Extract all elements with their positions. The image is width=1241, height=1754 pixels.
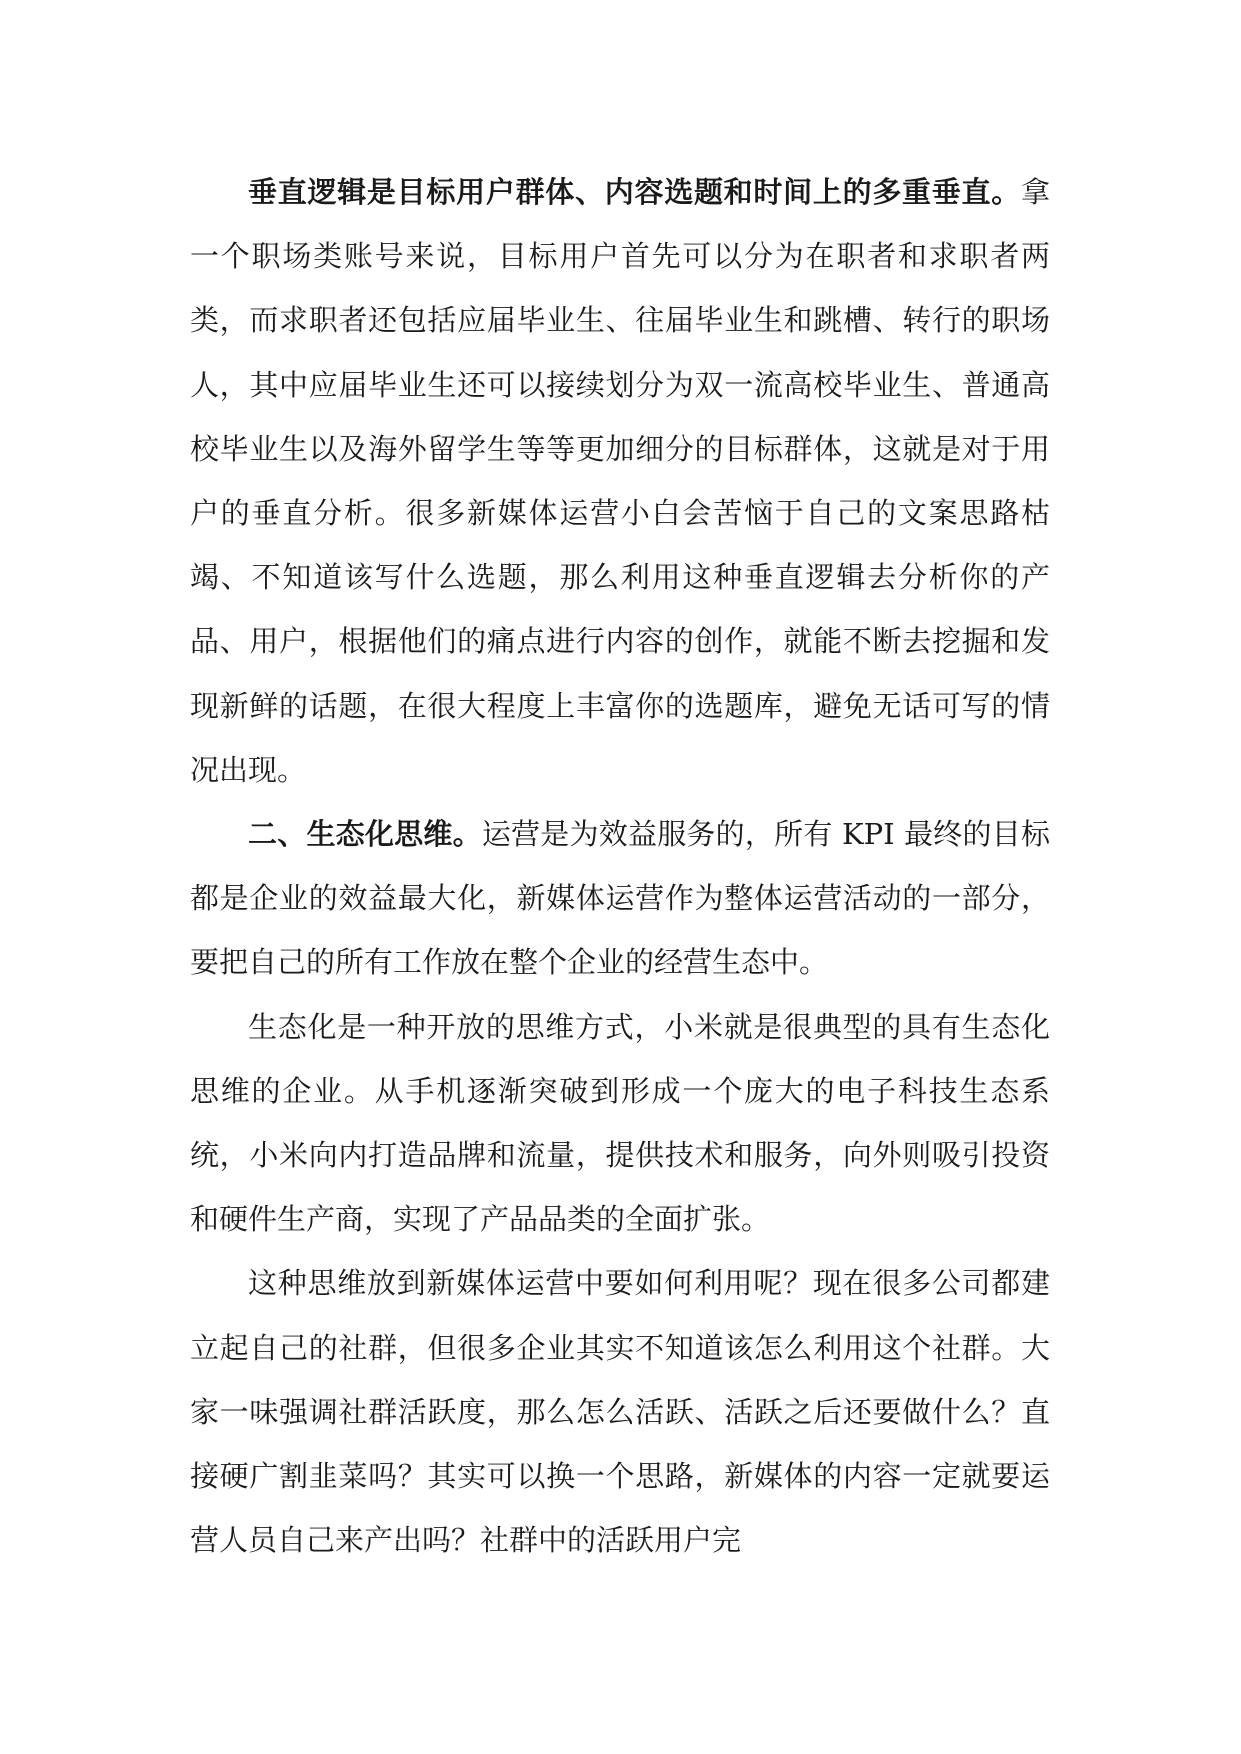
paragraph-community-application — [190, 1251, 1050, 1572]
paragraph-vertical-logic — [190, 160, 1050, 802]
paragraph-ecosystem-thinking — [190, 802, 1050, 995]
paragraph-lead: 垂直逻辑是目标用户群体、内容选题和时间上的多重垂直。 — [248, 175, 1021, 209]
document-body — [190, 160, 1050, 1572]
paragraph-text: 拿一个职场类账号来说，目标用户首先可以分为在职者和求职者两类，而求职者还包括应届毕业生、往届毕业生和跳槽、转行的职场人，其中应届毕业生还可以接续划分为双一流高校毕业生、普通高校毕业生以及海外留学生等等更加细分的目标群体，这就是对于用户的垂直分析。很多新媒体运营小白会苦恼于自己的文案思路枯竭、不知道该写什么选题，那么利用这种垂直逻辑去分析你的产品、用户，根据他们的痛点进行内容的创作，就能不断去挖掘和发现新鲜的话题，在很大程度上丰富你的选题库，避免无话可写的情况出现。 — [190, 175, 1050, 787]
paragraph-lead: 二、生态化思维。 — [248, 817, 482, 852]
paragraph-text: 运营是为效益服务的，所有 KPI 最终的目标都是企业的效益最大化，新媒体运营作为整体运营活动的一部分，要把自己的所有工作放在整个企业的经营生态中。 — [190, 817, 1050, 980]
paragraph-text: 生态化是一种开放的思维方式，小米就是很典型的具有生态化思维的企业。从手机逐渐突破到形成一个庞大的电子科技生态系统，小米向内打造品牌和流量，提供技术和服务，向外则吸引投资和硬件生产商，实现了产品品类的全面扩张。 — [190, 1009, 1050, 1237]
paragraph-text: 这种思维放到新媒体运营中要如何利用呢？现在很多公司都建立起自己的社群，但很多企业其实不知道该怎么利用这个社群。大家一味强调社群活跃度，那么怎么活跃、活跃之后还要做什么？直接硬广割韭菜吗？其实可以换一个思路，新媒体的内容一定就要运营人员自己来产出吗？社群中的活跃用户完 — [190, 1266, 1050, 1558]
paragraph-xiaomi-example — [190, 995, 1050, 1252]
